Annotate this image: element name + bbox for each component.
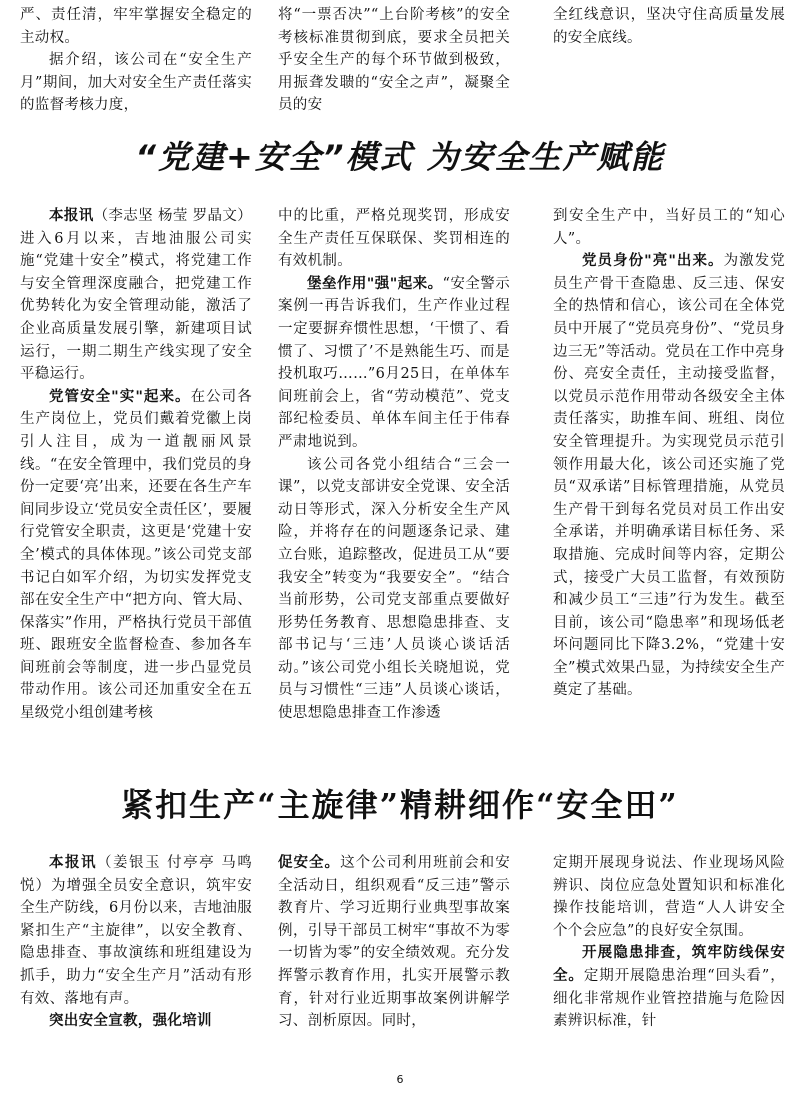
top-column-2 <box>278 4 510 117</box>
article2-column-1 <box>20 852 252 1033</box>
page-number: 6 <box>396 1073 404 1086</box>
article1-col2-p2-text: “安全警示案例一再告诉我们，生产作业过程一定要摒弃惯性思想，‘干惯了、看惯了、习惯了’不是熟能生巧、而是投机取巧……”6月25日，在单体车间班前会上，省“劳动模范”、党支部纪检委员、单体车间主任于伟春严肃地说到。 <box>278 275 510 450</box>
byline-lead-2: 本报讯 <box>49 855 97 871</box>
subhead-member-identity: 党员身份"亮"出来。 <box>582 253 724 270</box>
article1-col3-p2-text: 为激发党员生产骨干查隐患、反三违、保安全的热情和信心，该公司在全体党员中开展了“党员亮身份”、“党员身边三无”等活动。党员在工作中亮身份、亮安全责任，主动接受监督，以党员示范作用带动各级安全主体责任落实，助推车间、班组、岗位安全管理提升。为实现党员示范引领作用最大化，该公司还实施了党员“双承诺”目标管理措施，从党员生产骨干到每名党员对员工作出安全承诺，并明确承诺目标任务、采取措施、完成时间等内容，定期公式，接受广大员工监督，有效预防和减少员工“三违”行为发生。截至目前，该公司“隐患率”和现场低老坏问题同比下降3.2%，“党建十安全”模式效果凸显，为持续安全生产奠定了基础。 <box>553 253 785 699</box>
article1-column-2 <box>278 205 510 725</box>
article2-col3-paragraph-2 <box>553 942 785 1032</box>
article2-col2-p1-text: 这个公司利用班前会和安全活动日，组织观看“反三违”警示教育片、学习近期行业典型事故案例，引导干部员工树牢“事故不为零一切皆为零”的安全绩效观。充分发挥警示教育作用，扎实开展警示教育，针对行业近期事故案例讲解学习、剖析原因。同时， <box>278 855 510 1030</box>
byline-lead: 本报讯 <box>49 208 94 224</box>
article1-column-3 <box>553 205 785 702</box>
article1-col3-paragraph-2 <box>553 250 785 702</box>
article1-col1-p1-text: （李志坚 杨莹 罗晶文）进入6月以来，吉地油服公司实施“党建十安全”模式，将党建工作与安全管理深度融合，把党建工作优势转化为安全管理动能，激活了企业高质量发展引擎，新建项目试运行，一期二期生产线实现了安全平稳运行。 <box>20 208 252 383</box>
article2-col2-paragraph-1 <box>278 852 510 1033</box>
article1-headline: “党建+安全”模式 为安全生产赋能 <box>135 138 665 176</box>
article2-column-2 <box>278 852 510 1033</box>
article2-col3-paragraph-1: 定期开展现身说法、作业现场风险辨识、岗位应急处置知识和标准化操作技能培训，营造“人人讲安全 个个会应急”的良好安全氛围。 <box>553 855 785 939</box>
article1-col1-paragraph-2 <box>20 386 252 725</box>
subhead-party-safety: 党管安全"实"起来。 <box>49 388 191 405</box>
article1-col3-paragraph-1: 到安全生产中，当好员工的“知心人”。 <box>553 208 785 247</box>
article2-column-3 <box>553 852 785 1033</box>
article2-col1-paragraph-1 <box>20 852 252 1010</box>
subhead-fortress: 堡垒作用"强"起来。 <box>307 275 443 292</box>
article1-col2-paragraph-2 <box>278 273 510 454</box>
subhead-hazard-check: 开展隐患排查，筑牢防线保安全。 <box>553 945 785 984</box>
top-col1-paragraph-2: 据介绍，该公司在“安全生产月”期间，加大对安全生产责任落实的监督考核力度， <box>20 52 252 114</box>
top-column-3 <box>553 4 785 49</box>
top-col2-paragraph-1: 将“一票否决”“上台阶考核”的安全考核标准贯彻到底，要求全员把关乎安全生产的每个环节做到极致，用振聋发聩的“安全之声”，凝聚全员的安 <box>278 7 510 114</box>
top-col3-paragraph-1: 全红线意识，坚决守住高质量发展的安全底线。 <box>553 7 785 46</box>
article2-col1-p1-text: （姜银玉 付亭亭 马鸣悦）为增强全员安全意识，筑牢安全生产防线，6月份以来，吉地油服紧扣生产“主旋律”，以安全教育、隐患排查、事故演练和班组建设为抓手，助力“安全生产月”活动有形有效、落地有声。 <box>20 855 252 1007</box>
subhead-safety-education: 突出安全宣教，强化培训 <box>49 1013 212 1030</box>
article1-column-1 <box>20 205 252 725</box>
article1-col1-p2-text: 在公司各生产岗位上，党员们戴着党徽上岗引人注目，成为一道靓丽风景线。“在安全管理中，我们党员的身份一定要‘亮’出来，还要在各生产车间同步设立‘党员安全责任区’，要履行党管安全职责，这更是‘党建十安全’模式的具体体现。”该公司党支部书记白如军介绍，为切实发挥党支部在安全生产中“把方向、管大局、保落实”作用，严格执行党员干部值班、跟班安全监督检查、参加各车间班前会等制度，进一步凸显党员带动作用。该公司还加重安全在五星级党小组创建考核 <box>20 388 252 722</box>
top-column-1 <box>20 4 252 117</box>
article2-col1-paragraph-2 <box>20 1010 252 1033</box>
top-col1-paragraph-1: 严、责任清，牢牢掌握安全稳定的主动权。 <box>20 7 252 46</box>
article1-col1-paragraph-1 <box>20 205 252 386</box>
article2-col3-p2-text: 定期开展隐患治理“回头看”，细化非常规作业管控措施与危险因素辨识标准，针 <box>553 967 785 1030</box>
article2-headline: 紧扣生产“主旋律”精耕细作“安全田” <box>121 786 679 824</box>
article1-col2-paragraph-3: 该公司各党小组结合“三会一课”，以党支部讲安全党课、安全活动日等形式，深入分析安全生产风险，并将存在的问题逐条记录、建立台账，追踪整改，促进员工从“要我安全”转变为“我要安全”。“结合当前形势，公司党支部重点要做好形势任务教育、思想隐患排查、支部书记与‘三违’人员谈心谈话活动。”该公司党小组长关晓旭说，党员与习惯性“三违”人员谈心谈话，使思想隐患排查工作渗透 <box>278 456 510 722</box>
subhead-safety-education-cont: 促安全。 <box>278 855 341 871</box>
article1-col2-paragraph-1: 中的比重，严格兑现奖罚，形成安全生产责任互保联保、奖罚相连的有效机制。 <box>278 208 510 270</box>
